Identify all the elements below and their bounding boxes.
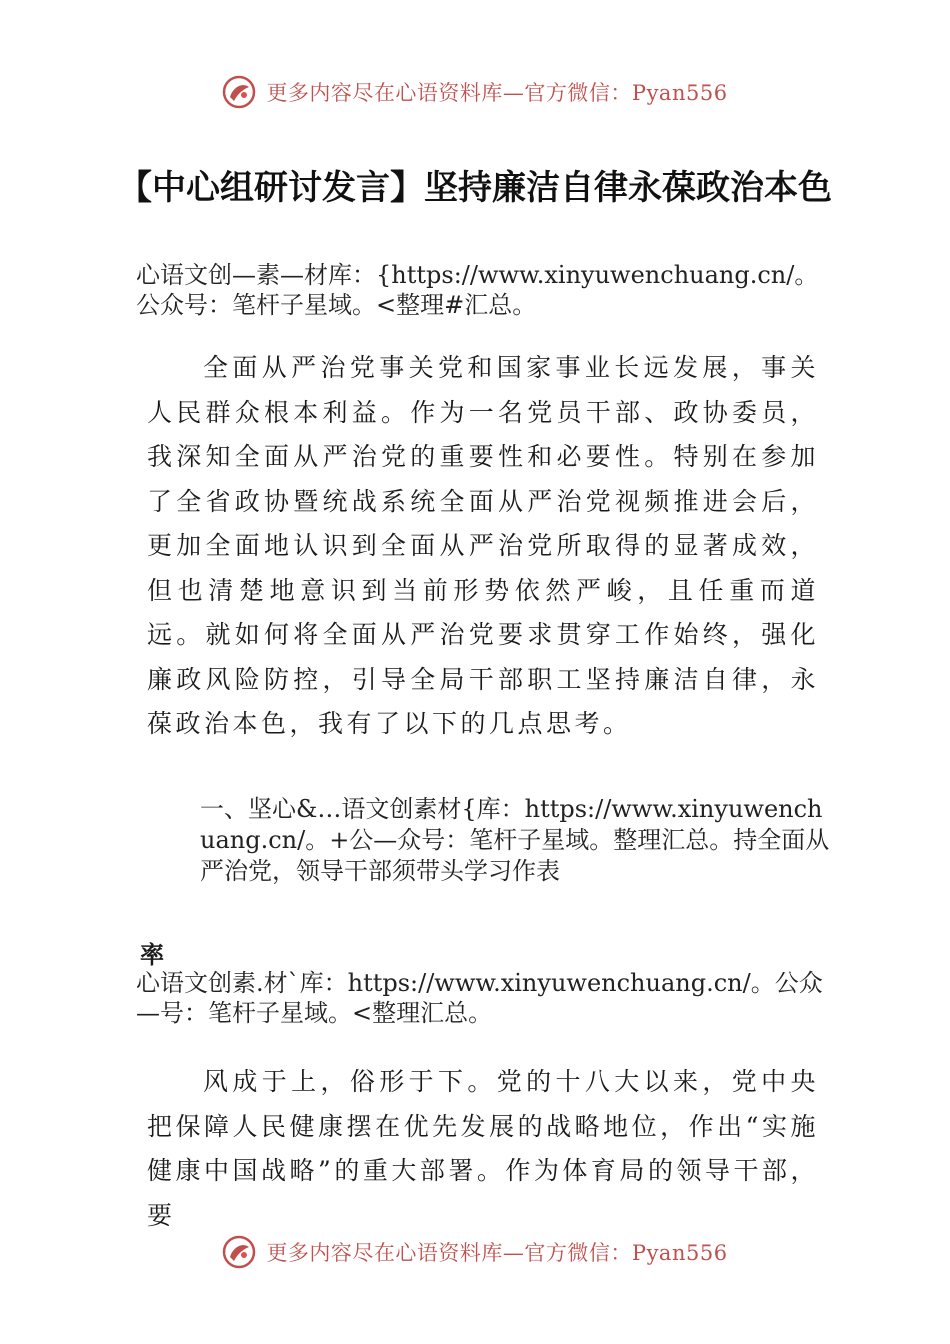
document-title: 【中心组研讨发言】坚持廉洁自律永葆政治本色: [118, 168, 832, 208]
section-heading: 一、坚心&…语文创素材{库：https://www.xinyuwenchuang.cn/。+公—众号：笔杆子星域。整理汇总。持全面从严治党，领导干部须带头学习作表: [200, 795, 830, 885]
source-note: 心语文创素.材`库：https://www.xinyuwenchuang.cn/。公众—号：笔杆子星域。<整理汇总。: [136, 969, 823, 1027]
body-paragraph: 风成于上，俗形于下。党的十八大以来，党中央把保障人民健康摆在优先发展的战略地位，作出“实施健康中国战略”的重大部署。作为体育局的领导干部，要: [147, 1067, 819, 1230]
heading-tail-char: 率: [140, 941, 164, 969]
banner-text: 更多内容尽在心语资料库—官方微信：Pyan556: [266, 81, 728, 105]
banner-text: 更多内容尽在心语资料库—官方微信：Pyan556: [266, 1241, 728, 1265]
brand-logo-icon: [222, 75, 256, 109]
brand-logo-icon: [222, 1235, 256, 1269]
source-note: 心语文创—素—材库：{https://www.xinyuwenchuang.cn/。公众号：笔杆子星域。<整理#汇总。: [136, 261, 819, 319]
header-banner: [0, 70, 950, 114]
footer-banner: [0, 1230, 950, 1274]
body-paragraph: 全面从严治党事关党和国家事业长远发展，事关人民群众根本利益。作为一名党员干部、政协委员，我深知全面从严治党的重要性和必要性。特别在参加了全省政协暨统战系统全面从严治党视频推进会后，更加全面地认识到全面从严治党所取得的显著成效，但也清楚地意识到当前形势依然严峻，且任重而道远。就如何将全面从严治党要求贯穿工作始终，强化廉政风险防控，引导全局干部职工坚持廉洁自律，永葆政治本色，我有了以下的几点思考。: [147, 353, 819, 738]
